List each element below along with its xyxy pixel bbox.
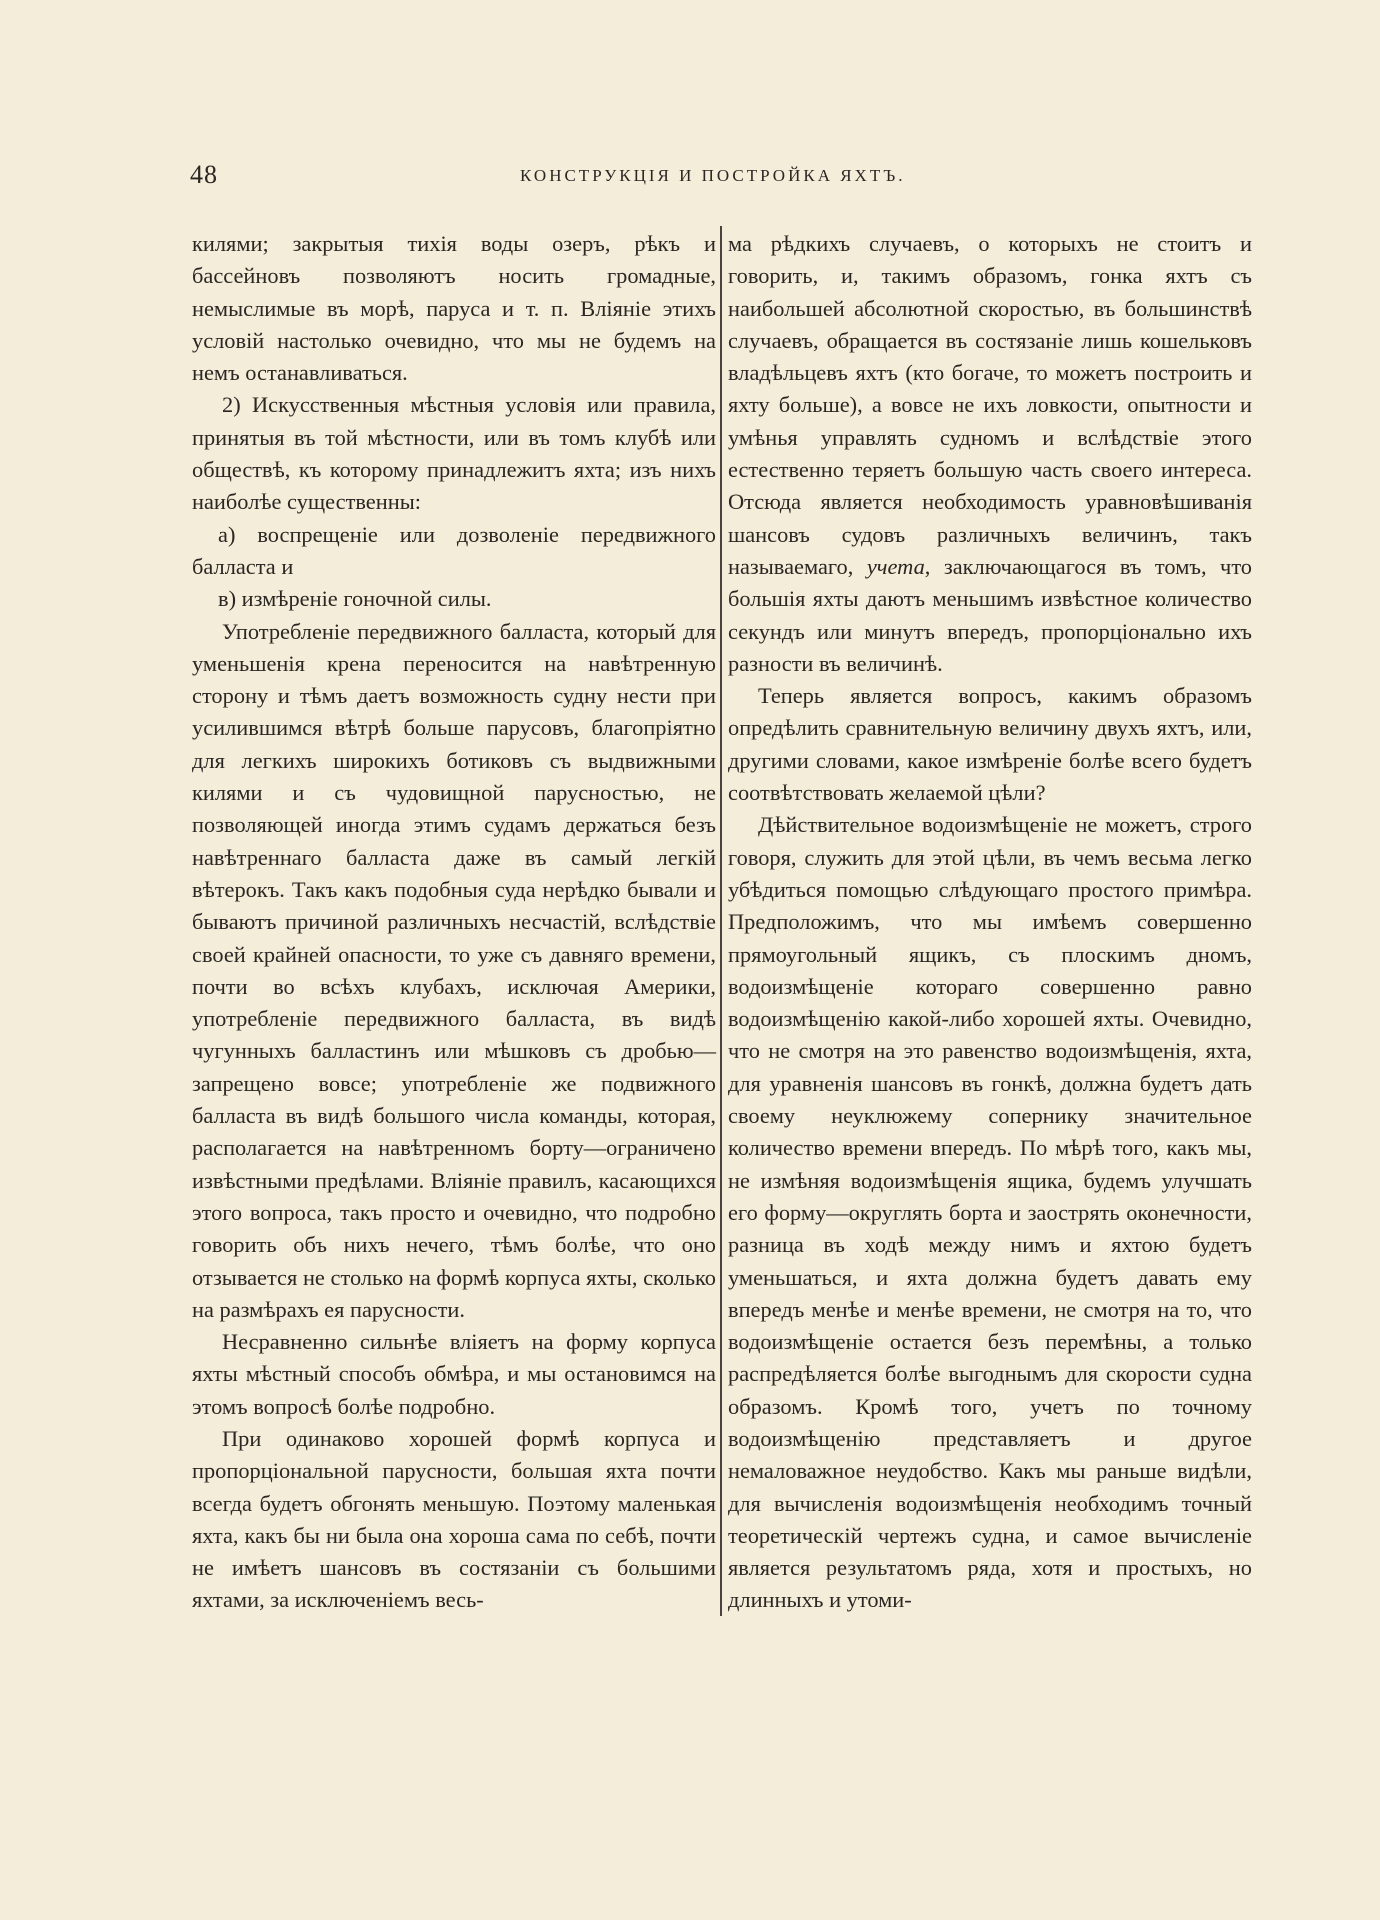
left-column — [192, 228, 716, 1617]
page-number: 48 — [190, 160, 218, 189]
paragraph: Несравненно сильнѣе вліяетъ на форму корпуса яхты мѣстный способъ обмѣра, и мы остановимся на этомъ вопросѣ болѣе подробно. — [192, 1329, 716, 1419]
text-run: ма рѣдкихъ случаевъ, о которыхъ не стоитъ и говорить, и, такимъ образомъ, гонка яхтъ съ наибольшей абсолютной скоростью, въ большинствѣ случаевъ, обращается въ состязаніе лишь кошельковъ владѣльцевъ яхтъ (кто богаче, то можетъ построить и яхту больше), а вовсе не ихъ ловкости, опытности и умѣнья управлять судномъ и вслѣдствіе этого естественно теряетъ большую часть своего интереса. Отсюда является необходимость уравновѣшиванія шансовъ судовъ различныхъ величинъ, такъ называемаго, — [728, 231, 1252, 579]
right-column — [728, 228, 1252, 1617]
paragraph: Теперь является вопросъ, какимъ образомъ опредѣлить сравнительную величину двухъ яхтъ, или, другими словами, какое измѣреніе болѣе всего будетъ соотвѣтствовать желаемой цѣли? — [728, 683, 1252, 806]
paragraph: килями; закрытыя тихія воды озеръ, рѣкъ и бассейновъ позволяютъ носить громадные, немыслимые въ морѣ, паруса и т. п. Вліяніе этихъ условій настолько очевидно, что мы не будемъ на немъ останавливаться. — [192, 231, 716, 386]
paragraph: 2) Искусственныя мѣстныя условія или правила, принятыя въ той мѣстности, или въ томъ клубѣ или обществѣ, къ которому принадлежитъ яхта; изъ нихъ наиболѣе существенны: — [192, 392, 716, 515]
text-run: , заключающагося въ томъ, что большія яхты даютъ меньшимъ извѣстное количество секундъ или минутъ впередъ, пропорціонально ихъ разности въ величинѣ. — [728, 553, 1253, 676]
paragraph: При одинаково хорошей формѣ корпуса и пропорціональной парусности, большая яхта почти всегда будетъ обгонять меньшую. Поэтому маленькая яхта, какъ бы ни была она хороша сама по себѣ, почти не имѣетъ шансовъ въ состязаніи съ большими яхтами, за исключеніемъ весь- — [192, 1425, 716, 1613]
paragraph: Дѣйствительное водоизмѣщеніе не можетъ, строго говоря, служить для этой цѣли, въ чемъ весьма легко убѣдиться помощью слѣдующаго простого примѣра. Предположимъ, что мы имѣемъ совершенно прямоугольный ящикъ, съ плоскимъ дномъ, водоизмѣщеніе котораго совершенно равно водоизмѣщенію какой-либо хорошей яхты. Очевидно, что не смотря на это равенство водоизмѣщенія, яхта, для уравненія шансовъ въ гонкѣ, должна будетъ дать своему неуклюжему сопернику значительное количество времени впередъ. По мѣрѣ того, какъ мы, не измѣняя водоизмѣщенія ящика, будемъ улучшать его форму—округлять борта и заострять оконечности, разница въ ходѣ между нимъ и яхтою будетъ уменьшаться, и яхта должна будетъ давать ему впередъ менѣе и менѣе времени, не смотря на то, что водоизмѣщеніе остается безъ перемѣны, а только распредѣляется болѣе выгоднымъ для скорости судна образомъ. Кромѣ того, учетъ по точному водоизмѣщенію представляетъ и другое немаловажное неудобство. Какъ мы раньше видѣли, для вычисленія водоизмѣщенія необходимъ точный теоретическій чертежъ судна, и самое вычисленіе является результатомъ ряда, хотя и простыхъ, но длинныхъ и утоми- — [728, 812, 1252, 1613]
paragraph: Употребленіе передвижного балласта, который для уменьшенія крена переносится на навѣтренную сторону и тѣмъ даетъ возможность судну нести при усилившимся вѣтрѣ больше парусовъ, благопріятно для легкихъ широкихъ ботиковъ съ выдвижными килями и съ чудовищной парусностью, не позволяющей иногда этимъ судамъ держаться безъ навѣтреннаго балласта даже въ самый легкій вѣтерокъ. Такъ какъ подобныя суда нерѣдко бывали и бываютъ причиной различныхъ несчастій, вслѣдствіе своей крайней опасности, то уже съ давняго времени, почти во всѣхъ клубахъ, исключая Америки, употребленіе передвижного балласта, въ видѣ чугунныхъ балластинъ или мѣшковъ съ дробью—запрещено вовсе; употребленіе же подвижного балласта въ видѣ большого числа команды, которая, располагается на навѣтренномъ борту—ограничено извѣстными предѣлами. Вліяніе правилъ, касающихся этого вопроса, такъ просто и очевидно, что подробно говорить объ нихъ нечего, тѣмъ болѣе, что оно отзывается не столько на формѣ корпуса яхты, сколько на размѣрахъ ея парусности. — [192, 618, 716, 1322]
list-item: а) воспрещеніе или дозволеніе передвижного балласта и — [192, 521, 716, 579]
running-title: КОНСТРУКЦІЯ И ПОСТРОЙКА ЯХТЪ. — [520, 166, 906, 185]
column-divider — [720, 226, 722, 1616]
paragraph — [728, 228, 1252, 680]
list-item: в) измѣреніе гоночной силы. — [218, 586, 492, 612]
emphasized-term: учета — [866, 553, 925, 579]
page-header — [190, 160, 1240, 200]
